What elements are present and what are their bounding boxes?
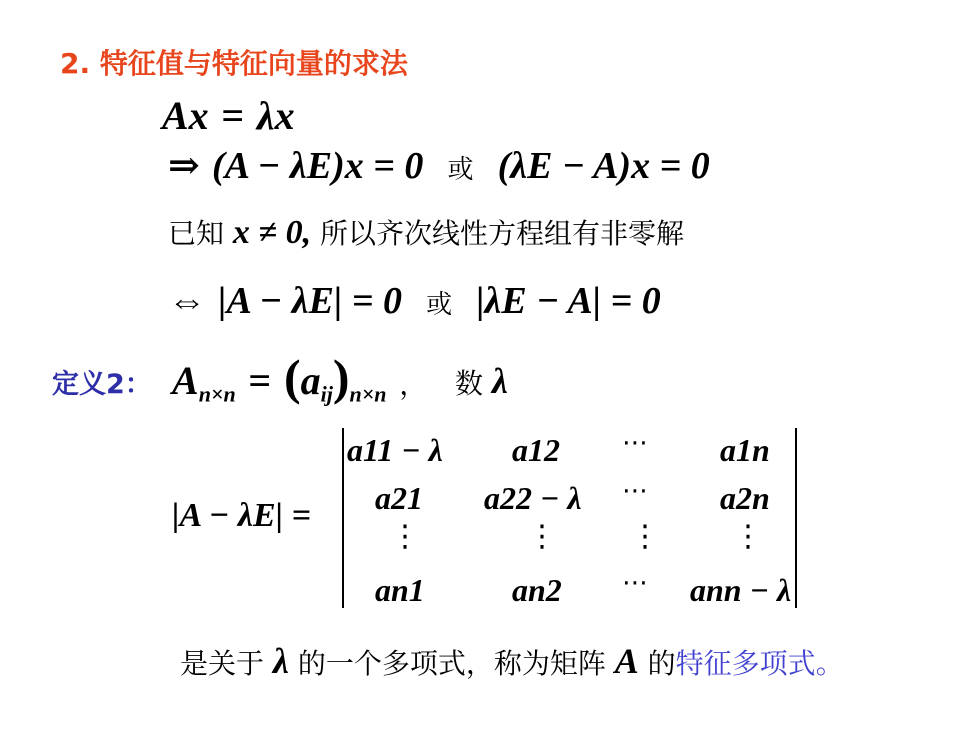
outer-sub: n×n	[349, 381, 387, 407]
det-cell-2-3: ⋯	[622, 476, 648, 506]
eq3-left: |A − λE| = 0	[218, 280, 402, 322]
eq1-rhs: λx	[256, 93, 295, 138]
conclusion-term: 特征多项式	[675, 647, 816, 680]
det-cell-2-4: a2n	[720, 480, 770, 516]
implies-symbol: ⇒	[168, 145, 200, 187]
determinant-left-bar	[342, 428, 344, 608]
eq2-left: (A − λE)x = 0	[211, 145, 424, 187]
paren-open: (	[283, 349, 301, 405]
known-prefix: 已知	[168, 217, 225, 250]
known-suffix: 所以齐次线性方程组有非零解	[320, 217, 685, 250]
equation-characteristic	[168, 278, 661, 323]
eq2-right: (λE − A)x = 0	[497, 145, 710, 187]
det-cell-1-2: a12	[512, 432, 560, 468]
eq1-equals: =	[221, 93, 245, 138]
determinant-lhs: |A − λE| =	[172, 497, 312, 534]
det-cell-4-3: ⋯	[622, 568, 648, 598]
det-cell-1-1: a11 − λ	[347, 432, 443, 468]
equation-homogeneous	[168, 142, 710, 188]
det-cell-2-1: a21	[375, 480, 423, 516]
number-word: 数	[455, 367, 484, 400]
det-cell-2-2: a22 − λ	[484, 480, 582, 516]
known-statement	[168, 212, 684, 252]
definition-comma: ，	[399, 368, 428, 401]
eq2-or: 或	[447, 155, 474, 185]
det-cell-4-1: an1	[375, 572, 425, 608]
iff-symbol: ⇔	[168, 280, 206, 322]
det-cell-1-3: ⋯	[622, 428, 648, 458]
det-cell-4-2: an2	[512, 572, 562, 608]
definition-label: 定义2：	[52, 369, 152, 400]
det-cell-3-2: ⋮	[527, 519, 557, 554]
matrix-name: A	[172, 358, 199, 403]
determinant-right-bar	[795, 428, 797, 608]
known-math: x ≠ 0,	[232, 214, 312, 251]
paren-close: )	[332, 349, 350, 405]
equation-eigen-definition	[162, 92, 295, 139]
section-heading: 2. 特征值与特征向量的求法	[60, 47, 408, 80]
det-cell-3-4: ⋮	[733, 519, 763, 554]
definition-equals: =	[248, 358, 272, 403]
eq3-or: 或	[426, 290, 453, 320]
eq1-lhs: Ax	[162, 93, 209, 138]
det-cell-1-4: a1n	[720, 432, 770, 468]
det-cell-4-4: ann − λ	[690, 572, 792, 608]
conclusion-matrix: A	[614, 641, 639, 681]
conclusion-part3: 的	[647, 647, 676, 680]
conclusion-part2: 的一个多项式，称为矩阵	[297, 647, 606, 680]
conclusion-part1: 是关于	[180, 647, 265, 680]
number-lambda	[455, 360, 508, 402]
conclusion-lambda: λ	[272, 641, 289, 681]
entry-symbol: a	[300, 358, 321, 403]
conclusion	[180, 640, 844, 682]
eq3-right: |λE − A| = 0	[476, 280, 661, 322]
conclusion-end: 。	[815, 647, 844, 680]
det-cell-3-3: ⋮	[630, 519, 660, 554]
matrix-sub: n×n	[198, 381, 236, 407]
lambda-symbol: λ	[491, 361, 508, 401]
definition-formula	[172, 348, 427, 408]
det-cell-3-1: ⋮	[390, 519, 420, 554]
entry-sub: ij	[320, 381, 333, 407]
